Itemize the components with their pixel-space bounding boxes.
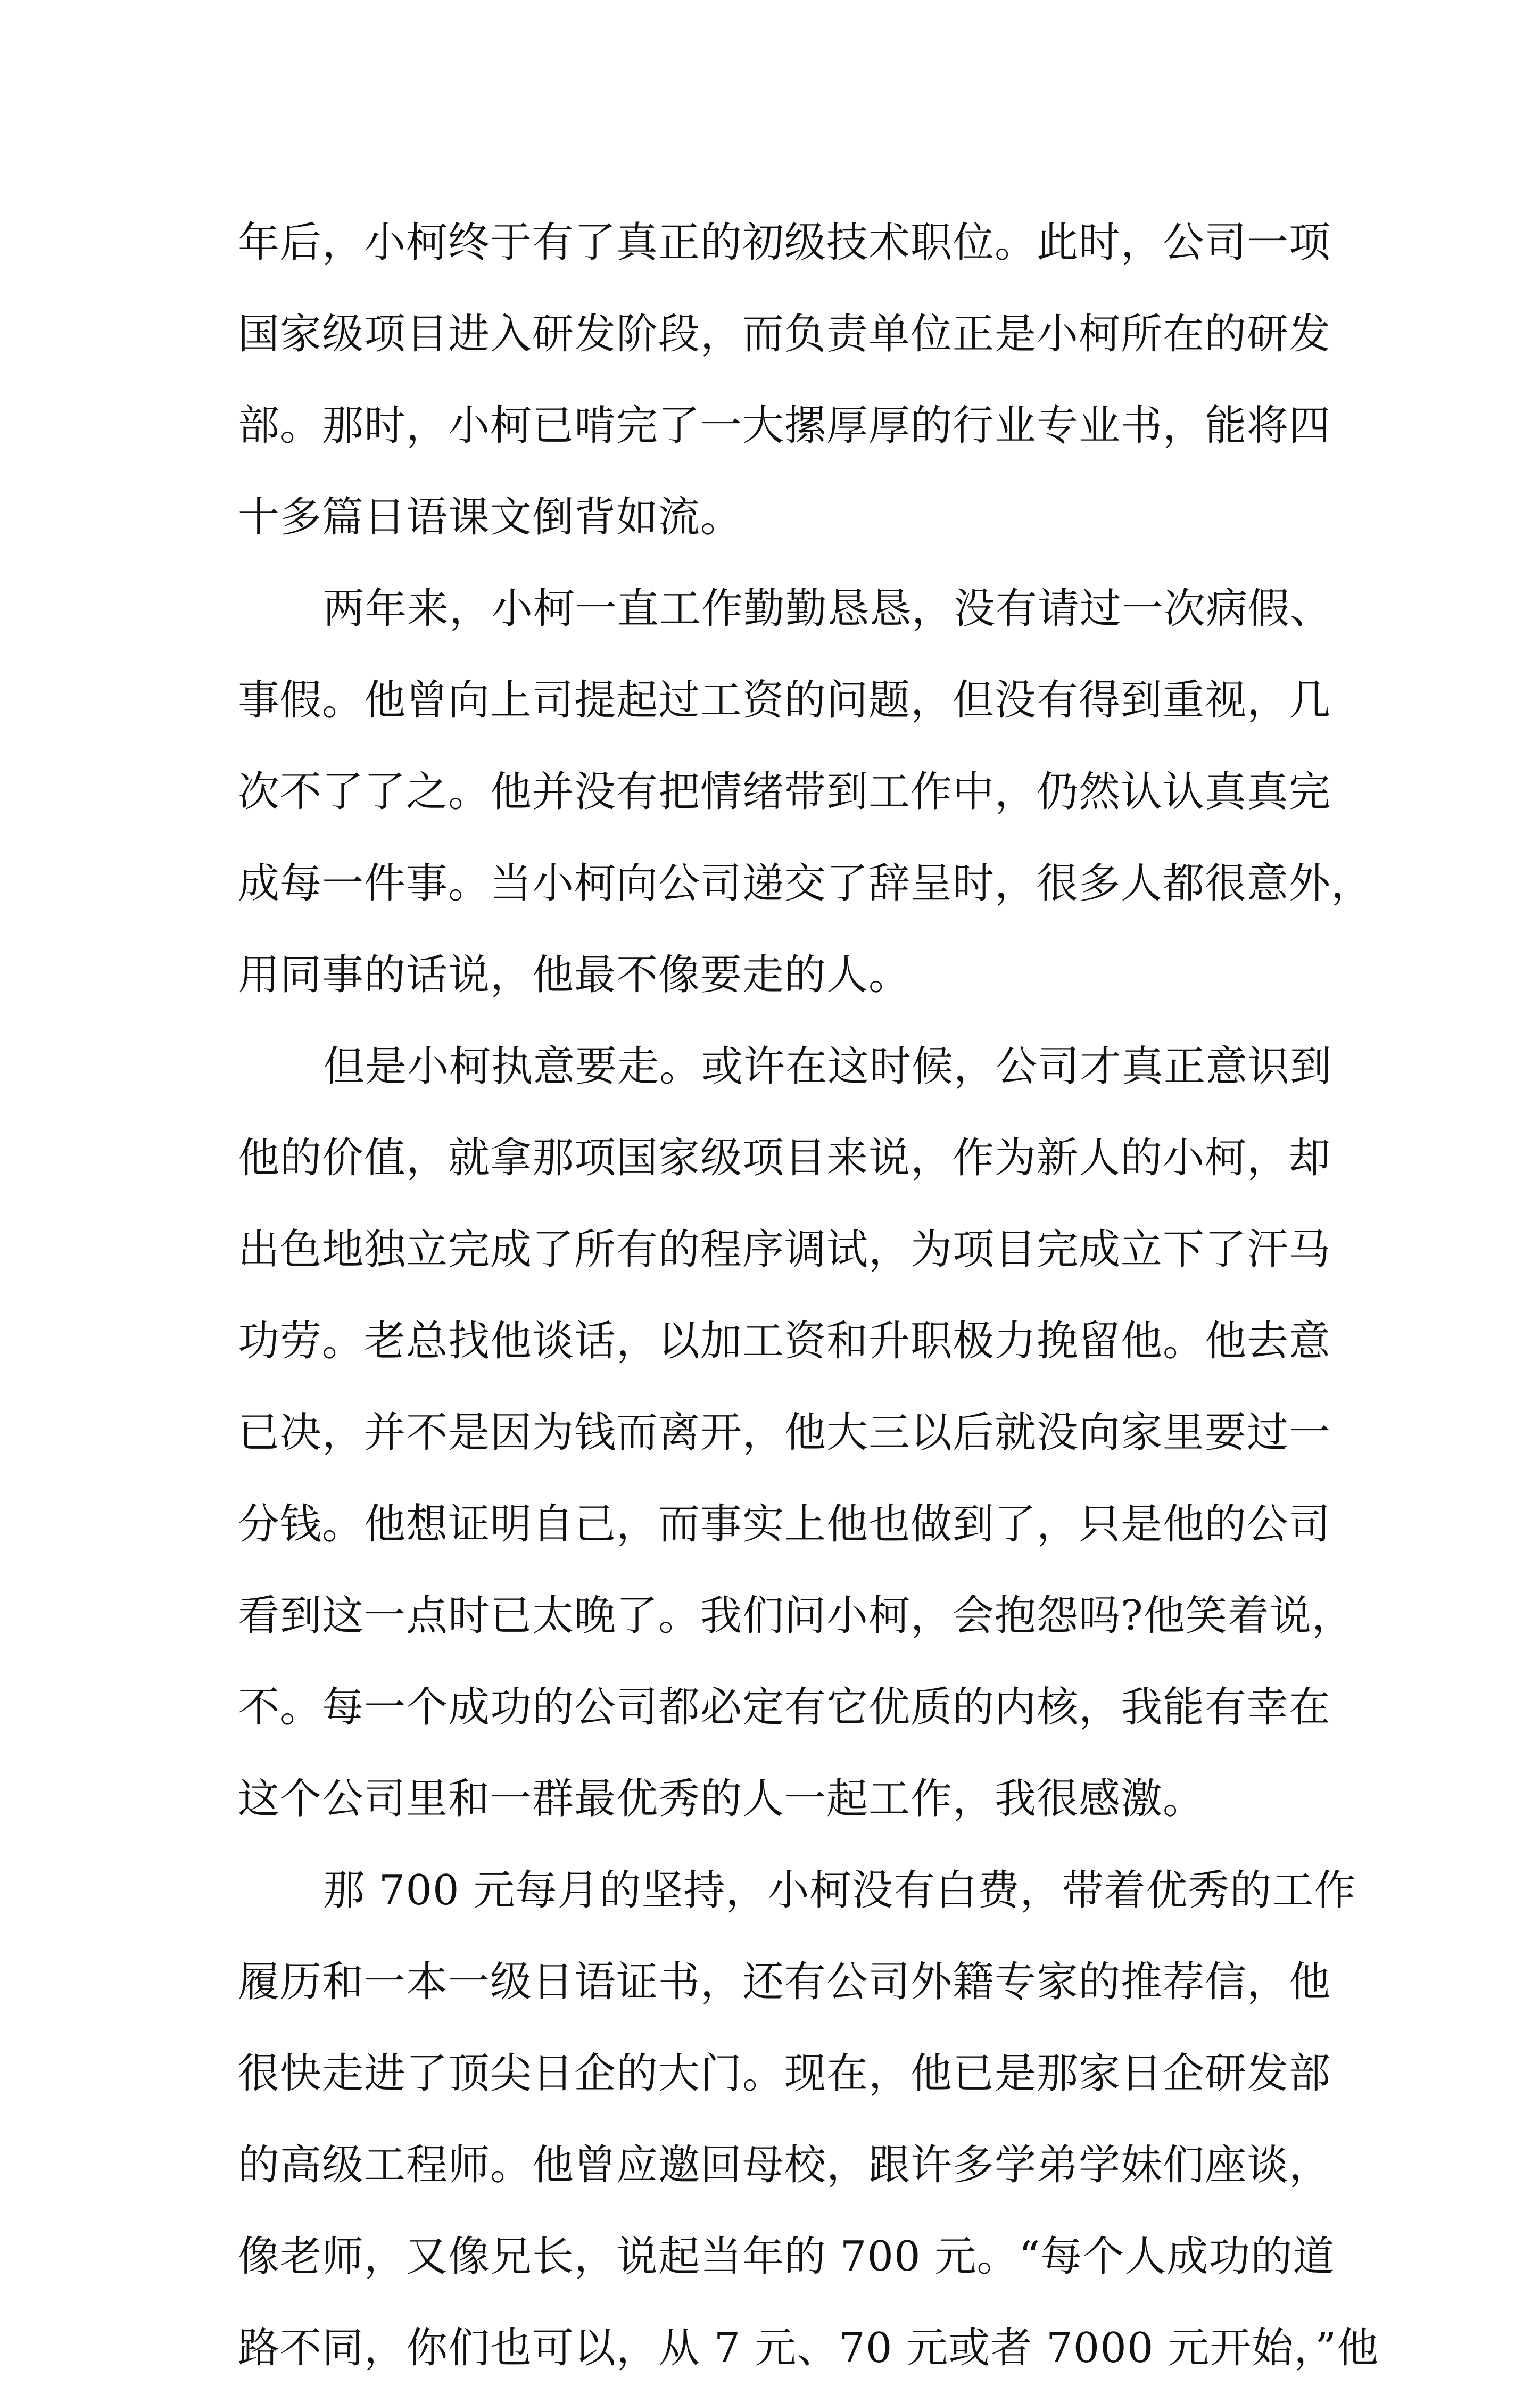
text-line: 他的价值，就拿那项国家级项目来说，作为新人的小柯，却 (238, 1134, 1331, 1182)
text-line: 很快走进了顶尖日企的大门。现在，他已是那家日企研发部 (238, 2050, 1331, 2098)
text-line: 两年来，小柯一直工作勤勤恳恳，没有请过一次病假、 (323, 585, 1332, 633)
text-line: 部。那时，小柯已啃完了一大摞厚厚的行业专业书，能将四 (238, 402, 1331, 450)
text-line: 不。每一个成功的公司都必定有它优质的内核，我能有幸在 (238, 1683, 1331, 1731)
text-line: 路不同，你们也可以，从 7 元、70 元或者 7000 元开始，”他 (238, 2324, 1379, 2372)
paragraph-4 (238, 1845, 1379, 2394)
paragraph-1 (238, 197, 1331, 563)
text-line: 像老师，又像兄长，说起当年的 700 元。“每个人成功的道 (238, 2233, 1335, 2281)
text-line: 的高级工程师。他曾应邀回母校，跟许多学弟学妹们座谈， (238, 2141, 1331, 2189)
text-line: 这个公司里和一群最优秀的人一起工作，我很感激。 (238, 1775, 1205, 1823)
text-line: 事假。他曾向上司提起过工资的问题，但没有得到重视，几 (238, 676, 1331, 724)
paragraph-2 (238, 563, 1373, 1021)
text-line: 分钱。他想证明自己，而事实上他也做到了，只是他的公司 (238, 1500, 1331, 1548)
paragraph-3 (238, 1021, 1354, 1845)
text-line: 十多篇日语课文倒背如流。 (238, 493, 743, 541)
text-line: 看到这一点时已太晚了。我们问小柯，会抱怨吗?他笑着说， (238, 1592, 1354, 1640)
text-line: 成每一件事。当小柯向公司递交了辞呈时，很多人都很意外， (238, 860, 1373, 907)
text-line: 国家级项目进入研发阶段，而负责单位正是小柯所在的研发 (238, 310, 1331, 358)
body-text (238, 197, 1379, 2394)
text-line: 已决，并不是因为钱而离开，他大三以后就没向家里要过一 (238, 1409, 1331, 1457)
text-line: 出色地独立完成了所有的程序调试，为项目完成立下了汗马 (238, 1226, 1331, 1274)
text-line: 那 700 元每月的坚持，小柯没有白费，带着优秀的工作 (323, 1867, 1356, 1914)
text-line: 用同事的话说，他最不像要走的人。 (238, 951, 911, 999)
text-line: 年后，小柯终于有了真正的初级技术职位。此时，公司一项 (238, 219, 1331, 267)
text-line: 功劳。老总找他谈话，以加工资和升职极力挽留他。他去意 (238, 1317, 1331, 1365)
text-line: 但是小柯执意要走。或许在这时候，公司才真正意识到 (323, 1043, 1332, 1091)
text-line: 履历和一本一级日语证书，还有公司外籍专家的推荐信，他 (238, 1958, 1331, 2006)
text-line: 次不了了之。他并没有把情绪带到工作中，仍然认认真真完 (238, 768, 1331, 816)
